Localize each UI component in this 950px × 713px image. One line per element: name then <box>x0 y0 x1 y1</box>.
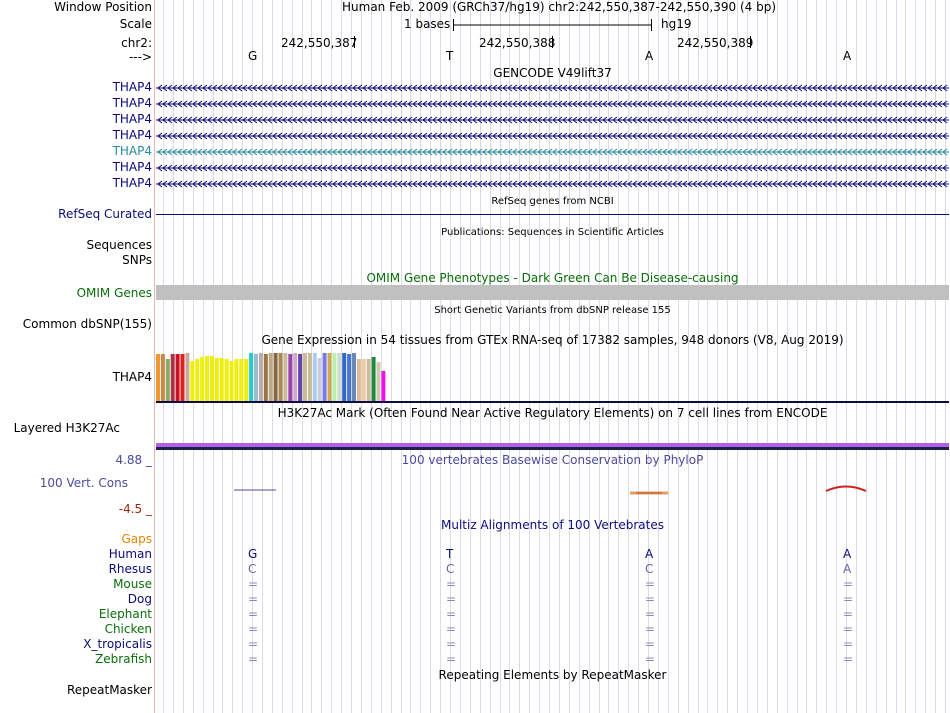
gtex-tissue-bar[interactable] <box>381 371 385 401</box>
gtex-tissue-bar[interactable] <box>200 357 204 401</box>
gencode-transcript-label[interactable]: THAP4 <box>112 144 152 158</box>
multiz-species-label[interactable]: Rhesus <box>108 562 152 576</box>
gtex-tissue-bar[interactable] <box>171 354 175 401</box>
gtex-tissue-bar[interactable] <box>249 353 253 401</box>
scale-bar <box>453 17 653 33</box>
gtex-tissue-bar[interactable] <box>357 359 361 401</box>
multiz-aligned-base: = <box>248 622 259 636</box>
multiz-aligned-base: = <box>446 577 457 591</box>
gencode-transcript-strand[interactable] <box>156 164 949 172</box>
refseq-gene-line[interactable] <box>156 214 949 215</box>
phylop-max-label: 4.88 _ <box>115 453 152 467</box>
gencode-track-title: GENCODE V49lift37 <box>493 66 612 80</box>
strand-label: ---> <box>128 50 152 64</box>
gtex-tissue-bar[interactable] <box>377 362 381 401</box>
omim-track-title: OMIM Gene Phenotypes - Dark Green Can Be Disease-causing <box>366 271 739 285</box>
multiz-aligned-base: = <box>843 592 854 606</box>
scale-assembly: hg19 <box>661 17 692 31</box>
multiz-aligned-base: = <box>446 592 457 606</box>
gencode-transcript-label[interactable]: THAP4 <box>112 128 152 142</box>
gtex-tissue-bar[interactable] <box>293 353 297 401</box>
multiz-aligned-base: C <box>645 562 654 576</box>
gencode-transcript-label[interactable]: THAP4 <box>112 112 152 126</box>
gtex-tissue-bar[interactable] <box>288 354 292 401</box>
gtex-tissue-bar[interactable] <box>156 354 160 401</box>
repeatmasker-track-title: Repeating Elements by RepeatMasker <box>438 668 667 682</box>
omim-track-label[interactable]: OMIM Genes <box>76 286 152 300</box>
multiz-aligned-base: = <box>645 607 656 621</box>
multiz-aligned-base: C <box>446 562 455 576</box>
gtex-tissue-bar[interactable] <box>328 353 332 401</box>
gencode-transcript-strand[interactable] <box>156 100 949 108</box>
gtex-tissue-bar[interactable] <box>298 354 302 401</box>
multiz-aligned-base: = <box>843 607 854 621</box>
multiz-aligned-base: C <box>248 562 257 576</box>
ref-base: T <box>446 49 454 63</box>
multiz-aligned-base: T <box>446 547 454 561</box>
gtex-tissue-bar[interactable] <box>372 357 376 401</box>
multiz-aligned-base: = <box>248 607 259 621</box>
multiz-aligned-base: A <box>843 547 852 561</box>
gencode-transcript-label[interactable]: THAP4 <box>112 96 152 110</box>
h3k27ac-baseline <box>156 447 949 450</box>
gtex-tissue-bar[interactable] <box>318 358 322 401</box>
gtex-tissue-bar[interactable] <box>313 353 317 401</box>
gencode-transcript-strand[interactable] <box>156 180 949 188</box>
phylop-plot[interactable] <box>0 480 950 500</box>
gtex-tissue-bar[interactable] <box>352 353 356 401</box>
multiz-aligned-base: = <box>446 652 457 666</box>
multiz-species-label[interactable]: Human <box>108 547 152 561</box>
multiz-aligned-base: = <box>645 622 656 636</box>
multiz-aligned-base: = <box>248 577 259 591</box>
position-ticks <box>0 34 950 50</box>
gencode-transcript-strand[interactable] <box>156 116 949 124</box>
gtex-tissue-bar[interactable] <box>342 353 346 401</box>
ref-base: G <box>248 49 258 63</box>
gtex-bar-chart[interactable] <box>155 349 950 404</box>
gencode-transcript-strand[interactable] <box>156 84 949 92</box>
gtex-tissue-bar[interactable] <box>337 353 341 401</box>
ref-base: A <box>645 49 654 63</box>
h3k27ac-track-title: H3K27Ac Mark (Often Found Near Active Regulatory Elements) on 7 cell lines from ENCODE <box>277 406 828 420</box>
multiz-species-label[interactable]: X_tropicalis <box>83 637 152 651</box>
multiz-species-label[interactable]: Elephant <box>98 607 152 621</box>
gtex-tissue-bar[interactable] <box>274 353 278 401</box>
gtex-tissue-bar[interactable] <box>185 353 189 401</box>
gtex-tissue-bar[interactable] <box>362 359 366 401</box>
multiz-aligned-base: = <box>248 652 259 666</box>
phylop-track-title: 100 vertebrates Basewise Conservation by PhyloP <box>401 453 704 467</box>
gtex-tissue-bar[interactable] <box>279 353 283 401</box>
multiz-track-title: Multiz Alignments of 100 Vertebrates <box>440 518 665 532</box>
multiz-gaps-label: Gaps <box>121 532 152 546</box>
omim-gene-bar[interactable] <box>156 285 949 300</box>
multiz-aligned-base: = <box>843 622 854 636</box>
gtex-tissue-bar[interactable] <box>244 359 248 401</box>
gtex-tissue-bar[interactable] <box>195 359 199 401</box>
gencode-transcript-strand[interactable] <box>156 148 949 156</box>
window-position-label: Window Position <box>54 0 152 14</box>
gtex-tissue-bar[interactable] <box>210 356 214 401</box>
multiz-aligned-base: = <box>446 622 457 636</box>
gtex-baseline <box>156 401 949 403</box>
gtex-tissue-bar[interactable] <box>225 359 229 401</box>
multiz-aligned-base: = <box>843 577 854 591</box>
gtex-tissue-bar[interactable] <box>176 354 180 401</box>
repeatmasker-track-label[interactable]: RepeatMasker <box>66 683 152 697</box>
gtex-tissue-bar[interactable] <box>254 354 258 401</box>
phylop-track-label[interactable]: 100 Vert. Cons <box>39 476 128 490</box>
multiz-aligned-base: = <box>843 637 854 651</box>
multiz-aligned-base: = <box>843 652 854 666</box>
gtex-tissue-bar[interactable] <box>181 354 185 401</box>
scale-bases: 1 bases <box>404 17 451 31</box>
position-tick-label: 242,550,389 <box>677 36 754 50</box>
gtex-tissue-bar[interactable] <box>205 356 209 401</box>
gencode-transcript-label[interactable]: THAP4 <box>112 80 152 94</box>
gtex-tissue-bar[interactable] <box>367 359 371 401</box>
multiz-aligned-base: = <box>248 637 259 651</box>
multiz-aligned-base: = <box>645 592 656 606</box>
gtex-tissue-bar[interactable] <box>239 359 243 401</box>
dbsnp-track-title: Short Genetic Variants from dbSNP release 155 <box>434 305 671 316</box>
phylop-min-label: -4.5 _ <box>118 502 152 516</box>
multiz-aligned-base: = <box>446 607 457 621</box>
position-tick-label: 242,550,388 <box>479 36 556 50</box>
multiz-aligned-base: = <box>248 592 259 606</box>
gtex-track-title: Gene Expression in 54 tissues from GTEx RNA-seq of 17382 samples, 948 donors (V8, Aug 2019) <box>261 333 844 347</box>
scale-label: Scale <box>119 17 152 31</box>
gtex-tissue-bar[interactable] <box>234 359 238 401</box>
gtex-tissue-bar[interactable] <box>215 358 219 401</box>
multiz-aligned-base: = <box>645 652 656 666</box>
gtex-tissue-bar[interactable] <box>323 353 327 401</box>
gtex-tissue-bar[interactable] <box>308 353 312 401</box>
multiz-species-label[interactable]: Zebrafish <box>95 652 152 666</box>
gtex-tissue-bar[interactable] <box>166 359 170 401</box>
dbsnp-track-label[interactable]: Common dbSNP(155) <box>22 317 152 331</box>
multiz-aligned-base: = <box>446 637 457 651</box>
refseq-track-title: RefSeq genes from NCBI <box>491 196 614 207</box>
chrom-label: chr2: <box>121 36 152 50</box>
multiz-aligned-base: A <box>645 547 654 561</box>
gtex-tissue-bar[interactable] <box>264 354 268 401</box>
gencode-transcript-strand[interactable] <box>156 132 949 140</box>
refseq-track-label[interactable]: RefSeq Curated <box>58 207 152 221</box>
publications-sequences-label[interactable]: Sequences <box>86 238 152 252</box>
gtex-tissue-bar[interactable] <box>332 353 336 401</box>
position-tick-label: 242,550,387 <box>281 36 358 50</box>
gtex-tissue-bar[interactable] <box>347 354 351 401</box>
multiz-species-label[interactable]: Dog <box>127 592 152 606</box>
multiz-aligned-base: = <box>645 577 656 591</box>
gtex-track-label[interactable]: THAP4 <box>112 370 152 384</box>
gencode-transcript-label[interactable]: THAP4 <box>112 160 152 174</box>
publications-snps-label[interactable]: SNPs <box>122 253 152 267</box>
multiz-aligned-base: G <box>248 547 258 561</box>
gtex-tissue-bar[interactable] <box>283 353 287 401</box>
window-position-value: Human Feb. 2009 (GRCh37/hg19) chr2:242,550,387-242,550,390 (4 bp) <box>342 0 777 14</box>
gtex-tissue-bar[interactable] <box>190 361 194 401</box>
publications-track-title: Publications: Sequences in Scientific Articles <box>441 227 664 238</box>
gtex-tissue-bar[interactable] <box>161 354 165 401</box>
multiz-species-label[interactable]: Chicken <box>104 622 152 636</box>
gtex-tissue-bar[interactable] <box>269 353 273 401</box>
ref-base: A <box>843 49 852 63</box>
gtex-tissue-bar[interactable] <box>303 353 307 401</box>
multiz-aligned-base: = <box>645 637 656 651</box>
multiz-aligned-base: A <box>843 562 852 576</box>
gencode-transcript-label[interactable]: THAP4 <box>112 176 152 190</box>
gtex-tissue-bar[interactable] <box>230 361 234 401</box>
h3k27ac-track-label[interactable]: Layered H3K27Ac <box>13 421 120 435</box>
gtex-tissue-bar[interactable] <box>220 358 224 401</box>
multiz-species-label[interactable]: Mouse <box>113 577 152 591</box>
gtex-tissue-bar[interactable] <box>259 353 263 401</box>
